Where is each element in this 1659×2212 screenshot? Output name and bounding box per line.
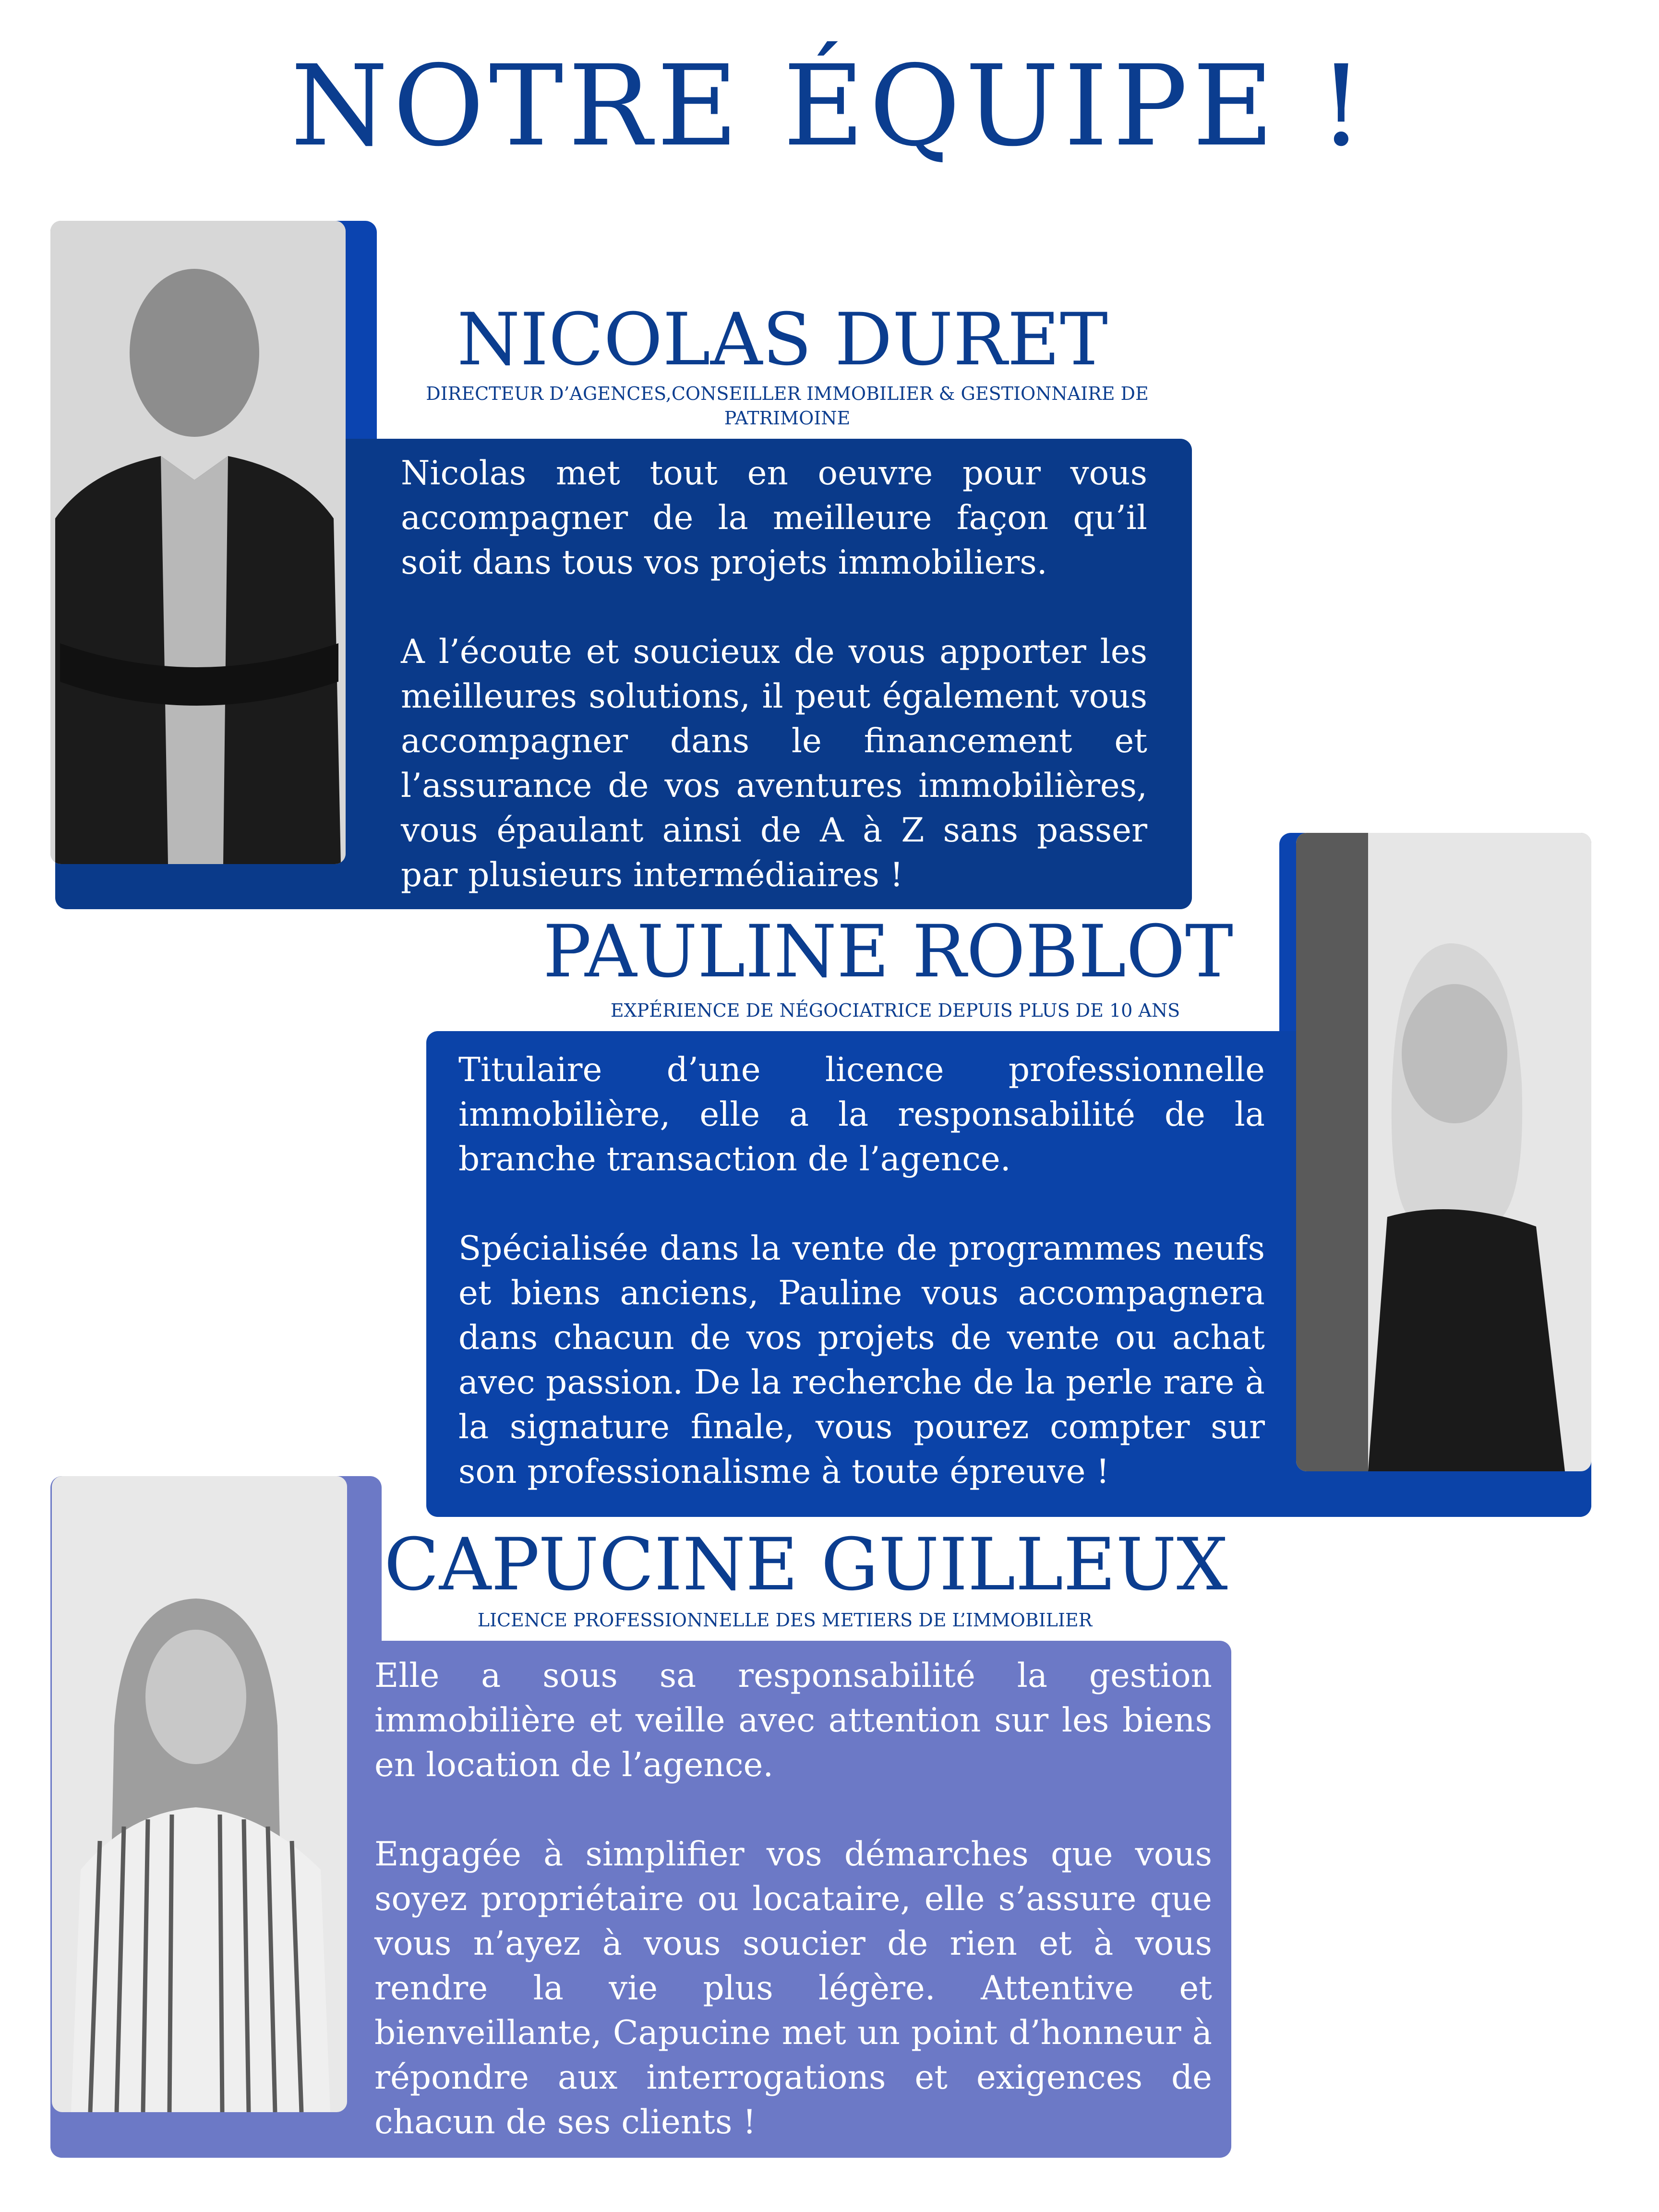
member-name: NICOLAS DURET — [457, 298, 1108, 382]
bio-paragraph: Spécialisée dans la vente de programmes neufs et biens anciens, Pauline vous accompagnera dans chacun de vos projets de vente ou achat avec passion. De la recherche de la perle rare à la signature finale, vous pourez compter sur son professionalisme à toute épreuve ! — [458, 1229, 1265, 1491]
portrait-man-placeholder — [50, 221, 346, 864]
member-role: DIRECTEUR D’AGENCES,CONSEILLER IMMOBILIER & GESTIONNAIRE DE PATRIMOINE — [426, 383, 1149, 429]
bio-paragraph: Engagée à simplifier vos démarches que vous soyez propriétaire ou locataire, elle s’assure que vous n’ayez à vous soucier de rien et à vous rendre la vie plus légère. Attentive et bienveillante, Capucine met un point d’honneur à répondre aux interrogations et exigences de chacun de ses clients ! — [374, 1835, 1212, 2141]
portrait-photo — [50, 221, 346, 864]
member-bio — [401, 451, 1147, 898]
member-role: EXPÉRIENCE DE NÉGOCIATRICE DEPUIS PLUS DE 10 ANS — [610, 1000, 1180, 1021]
portrait-woman-placeholder — [52, 1476, 347, 2112]
portrait-photo — [1296, 833, 1591, 1471]
bio-paragraph: Titulaire d’une licence professionnelle immobilière, elle a la responsabilité de la branche transaction de l’agence. — [458, 1051, 1265, 1178]
portrait-woman-placeholder — [1296, 833, 1591, 1471]
member-bio — [458, 1048, 1265, 1494]
member-role: LICENCE PROFESSIONNELLE DES METIERS DE L’IMMOBILIER — [477, 1610, 1093, 1631]
member-bio — [374, 1654, 1212, 2145]
member-name: PAULINE ROBLOT — [543, 910, 1233, 994]
bio-paragraph: Nicolas met tout en oeuvre pour vous accompagner de la meilleure façon qu’il soit dans tous vos projets immobiliers. — [401, 454, 1147, 582]
bio-paragraph: Elle a sous sa responsabilité la gestion immobilière et veille avec attention sur les biens en location de l’agence. — [374, 1657, 1212, 1784]
bio-paragraph: A l’écoute et soucieux de vous apporter les meilleures solutions, il peut également vous accompagner dans le financement et l’assurance de vos aventures immobilières, vous épaulant ainsi de A à Z sans passer par plusieurs intermédiaires ! — [401, 633, 1147, 894]
member-name: CAPUCINE GUILLEUX — [384, 1523, 1228, 1607]
page-title: NOTRE ÉQUIPE ! — [290, 41, 1369, 171]
portrait-photo — [52, 1476, 347, 2112]
